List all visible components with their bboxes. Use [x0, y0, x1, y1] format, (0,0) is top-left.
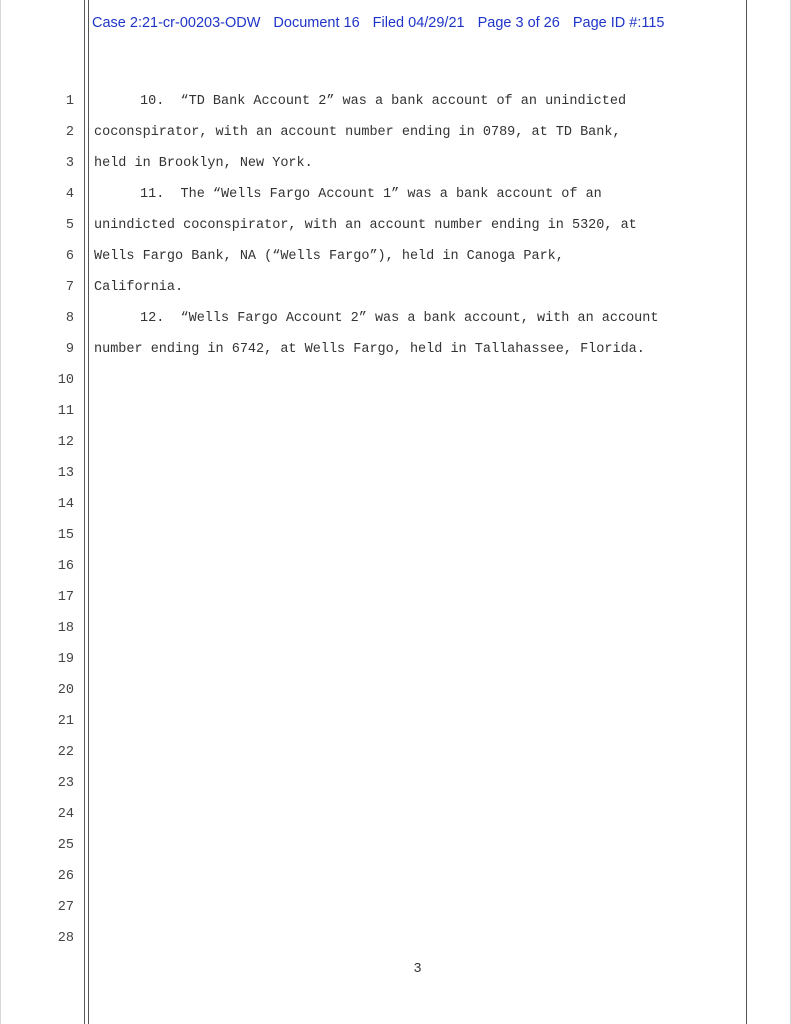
line-number: 27	[57, 900, 74, 915]
line-number: 5	[65, 218, 74, 233]
line-number: 18	[57, 621, 74, 636]
line-number: 24	[57, 807, 74, 822]
paragraph-12-line-1: 12. “Wells Fargo Account 2” was a bank account, with an account	[140, 311, 659, 326]
line-numbers	[40, 93, 74, 961]
right-margin-rule	[746, 0, 747, 1024]
paragraph-11-line-2: unindicted coconspirator, with an account number ending in 5320, at	[94, 218, 637, 233]
line-number: 13	[57, 466, 74, 481]
document-number: Document 16	[273, 15, 360, 31]
paragraph-11-line-1: 11. The “Wells Fargo Account 1” was a bank account of an	[140, 187, 602, 202]
paragraph-12-line-2: number ending in 6742, at Wells Fargo, held in Tallahassee, Florida.	[94, 342, 645, 357]
paragraph-11-line-4: California.	[94, 280, 184, 295]
line-number: 15	[57, 528, 74, 543]
line-number: 28	[57, 931, 74, 946]
filed-date: Filed 04/29/21	[372, 15, 465, 31]
line-number: 16	[57, 559, 74, 574]
paragraph-10-line-2: coconspirator, with an account number ending in 0789, at TD Bank,	[94, 125, 621, 140]
paragraph-11-line-3: Wells Fargo Bank, NA (“Wells Fargo”), held in Canoga Park,	[94, 249, 564, 264]
page-count: Page 3 of 26	[477, 15, 560, 31]
line-number: 20	[57, 683, 74, 698]
line-number: 2	[65, 125, 74, 140]
line-number: 21	[57, 714, 74, 729]
line-number: 6	[65, 249, 74, 264]
left-margin-rule-inner	[88, 0, 89, 1024]
line-number: 9	[65, 342, 74, 357]
line-number: 7	[65, 280, 74, 295]
line-number: 26	[57, 869, 74, 884]
paragraph-10-line-1: 10. “TD Bank Account 2” was a bank account of an unindicted	[140, 94, 627, 109]
line-number: 17	[57, 590, 74, 605]
case-header	[92, 15, 677, 31]
paragraph-10-line-3: held in Brooklyn, New York.	[94, 156, 313, 171]
document-body	[94, 93, 744, 372]
line-number: 10	[57, 373, 74, 388]
page-id: Page ID #:115	[572, 15, 665, 31]
line-number: 8	[65, 311, 74, 326]
page-edge-left	[0, 0, 1, 1024]
line-number: 1	[65, 94, 74, 109]
line-number: 14	[57, 497, 74, 512]
page-number: 3	[413, 962, 422, 977]
case-number: Case 2:21-cr-00203-ODW	[92, 15, 261, 31]
line-number: 11	[57, 404, 74, 419]
line-number: 19	[57, 652, 74, 667]
line-number: 23	[57, 776, 74, 791]
line-number: 25	[57, 838, 74, 853]
line-number: 4	[65, 187, 74, 202]
line-number: 12	[57, 435, 74, 450]
left-margin-rule-outer	[84, 0, 85, 1024]
line-number: 3	[65, 156, 74, 171]
line-number: 22	[57, 745, 74, 760]
